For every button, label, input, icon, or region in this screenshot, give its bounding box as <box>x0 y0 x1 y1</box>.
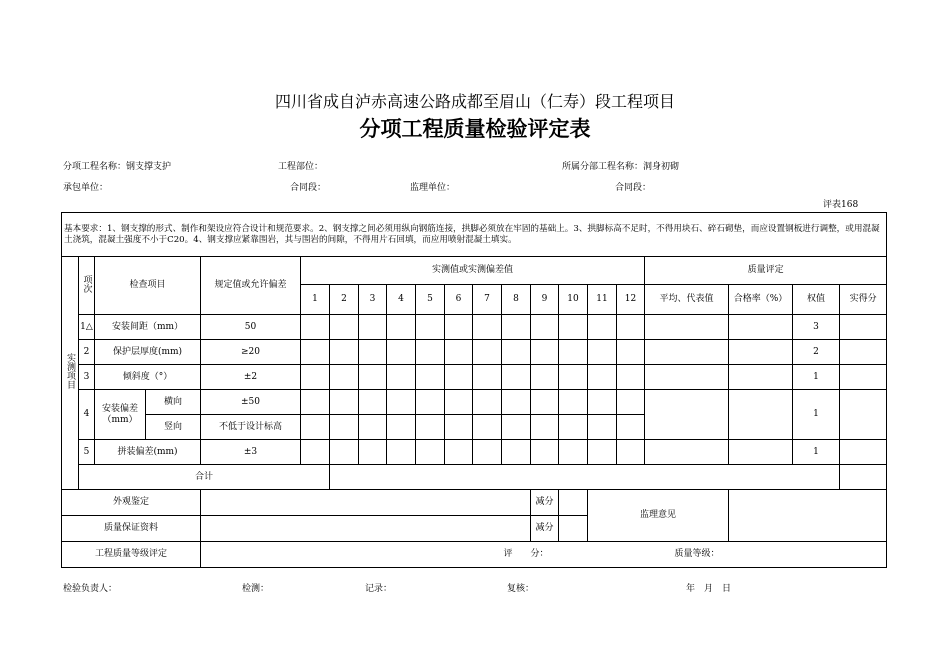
row-index: 4 <box>79 390 95 440</box>
col-measured-header: 实测值或实测偏差值 <box>301 257 645 285</box>
measure-cell[interactable] <box>301 415 330 440</box>
row-index: 1△ <box>79 315 95 340</box>
recorder-signature: 记录： <box>365 584 393 594</box>
deduct-label-1: 减分 <box>531 490 559 516</box>
measure-col: 1 <box>301 285 330 315</box>
measure-cell[interactable] <box>559 415 588 440</box>
measure-cell[interactable] <box>445 340 473 365</box>
deduct-value-1[interactable] <box>559 490 588 516</box>
measure-col: 10 <box>559 285 588 315</box>
section-label: 实测项目 <box>62 257 79 490</box>
row-item: 安装间距（mm） <box>95 315 201 340</box>
rate-cell[interactable] <box>729 365 793 390</box>
measure-cell[interactable] <box>502 415 531 440</box>
form-title: 分项工程质量检验评定表 <box>359 116 591 141</box>
measure-cell[interactable] <box>473 440 502 465</box>
score-cell[interactable] <box>840 315 887 340</box>
col-quality-header: 质量评定 <box>645 257 887 285</box>
measure-col: 4 <box>387 285 416 315</box>
total-weight-cell[interactable] <box>840 465 887 490</box>
measure-cell[interactable] <box>387 315 416 340</box>
avg-cell[interactable] <box>645 315 729 340</box>
table-row <box>62 390 887 415</box>
contractor-unit: 承包单位： <box>63 183 109 193</box>
grade-eval-label: 工程质量等级评定 <box>62 542 201 568</box>
row-weight: 1 <box>793 440 840 465</box>
quality-col-rate: 合格率（%） <box>729 285 793 315</box>
col-tolerance-header: 规定值或允许偏差 <box>201 257 301 315</box>
measure-col: 2 <box>330 285 359 315</box>
row-item: 保护层厚度(mm) <box>95 340 201 365</box>
measure-cell[interactable] <box>502 315 531 340</box>
row-item: 倾斜度（°） <box>95 365 201 390</box>
measure-cell[interactable] <box>588 315 617 340</box>
measure-cell[interactable] <box>531 390 559 415</box>
reviewer-signature: 复核： <box>507 584 535 594</box>
measure-cell[interactable] <box>502 390 531 415</box>
measure-cell[interactable] <box>416 315 445 340</box>
measure-cell[interactable] <box>416 390 445 415</box>
row-weight: 3 <box>793 315 840 340</box>
measure-cell[interactable] <box>359 415 387 440</box>
row-sub-item: 竖向 <box>146 415 201 440</box>
measure-cell[interactable] <box>330 340 359 365</box>
measure-col: 6 <box>445 285 473 315</box>
table-row <box>62 440 887 465</box>
measure-cell[interactable] <box>445 365 473 390</box>
avg-cell[interactable] <box>645 340 729 365</box>
measure-cell[interactable] <box>416 365 445 390</box>
measure-cell[interactable] <box>416 440 445 465</box>
row-index: 3 <box>79 365 95 390</box>
row-sub-item: 横向 <box>146 390 201 415</box>
col-item-header: 检查项目 <box>95 257 201 315</box>
measure-cell[interactable] <box>445 315 473 340</box>
inspector-signature: 检验负责人： <box>63 584 118 594</box>
supervision-value[interactable] <box>729 490 887 542</box>
supervision-unit: 监理单位： <box>410 183 456 193</box>
measure-cell[interactable] <box>445 390 473 415</box>
measure-cell[interactable] <box>301 440 330 465</box>
quality-docs-value[interactable] <box>201 516 531 542</box>
col-index-header: 项次 <box>79 257 95 315</box>
measure-cell[interactable] <box>588 390 617 415</box>
measure-cell[interactable] <box>301 390 330 415</box>
measure-cell[interactable] <box>387 440 416 465</box>
row-index: 2 <box>79 340 95 365</box>
row-item: 安装偏差（mm） <box>95 390 146 440</box>
measure-cell[interactable] <box>559 365 588 390</box>
row-weight: 1 <box>793 390 840 440</box>
measure-cell[interactable] <box>617 440 645 465</box>
contract-section-1: 合同段： <box>290 183 327 193</box>
measure-cell[interactable] <box>416 415 445 440</box>
rate-cell[interactable] <box>729 315 793 340</box>
measure-cell[interactable] <box>359 440 387 465</box>
measure-cell[interactable] <box>531 340 559 365</box>
measure-cell[interactable] <box>416 340 445 365</box>
quality-col-avg: 平均、代表值 <box>645 285 729 315</box>
date-field: 年 月 日 <box>686 584 732 594</box>
appearance-label: 外观鉴定 <box>62 490 201 516</box>
avg-cell[interactable] <box>645 365 729 390</box>
rate-cell[interactable] <box>729 340 793 365</box>
measure-cell[interactable] <box>473 315 502 340</box>
row-tolerance: ±3 <box>201 440 301 465</box>
score-cell[interactable] <box>840 390 887 440</box>
row-item: 拼装偏差(mm) <box>95 440 201 465</box>
score-label: 评 分： <box>201 542 559 568</box>
measure-cell[interactable] <box>330 415 359 440</box>
measure-cell[interactable] <box>387 365 416 390</box>
grade-label: 质量等级： <box>645 542 793 568</box>
measure-cell[interactable] <box>531 415 559 440</box>
measure-col: 5 <box>416 285 445 315</box>
measure-cell[interactable] <box>301 365 330 390</box>
measure-cell[interactable] <box>617 315 645 340</box>
measure-col: 3 <box>359 285 387 315</box>
measure-col: 8 <box>502 285 531 315</box>
score-cell[interactable] <box>840 365 887 390</box>
measure-cell[interactable] <box>588 415 617 440</box>
avg-cell[interactable] <box>645 390 729 440</box>
table-row <box>62 315 887 340</box>
project-title: 四川省成自泸赤高速公路成都至眉山（仁寿）段工程项目 <box>274 92 675 111</box>
score-cell[interactable] <box>840 340 887 365</box>
measure-cell[interactable] <box>330 440 359 465</box>
rate-cell[interactable] <box>729 440 793 465</box>
measure-cell[interactable] <box>531 365 559 390</box>
measure-cell[interactable] <box>502 340 531 365</box>
row-weight: 1 <box>793 365 840 390</box>
measure-cell[interactable] <box>359 340 387 365</box>
measure-cell[interactable] <box>359 315 387 340</box>
measure-cell[interactable] <box>559 390 588 415</box>
measure-cell[interactable] <box>445 415 473 440</box>
avg-cell[interactable] <box>645 440 729 465</box>
row-tolerance: ≥20 <box>201 340 301 365</box>
measure-cell[interactable] <box>617 340 645 365</box>
score-cell[interactable] <box>840 440 887 465</box>
table-row <box>62 365 887 390</box>
measure-cell[interactable] <box>559 340 588 365</box>
quality-col-weight: 权值 <box>793 285 840 315</box>
measure-col: 11 <box>588 285 617 315</box>
deduct-label-2: 减分 <box>531 516 559 542</box>
row-tolerance: ±2 <box>201 365 301 390</box>
form-number: 评表168 <box>823 200 859 210</box>
measure-cell[interactable] <box>502 440 531 465</box>
measure-col: 9 <box>531 285 559 315</box>
measure-cell[interactable] <box>301 315 330 340</box>
measure-cell[interactable] <box>359 365 387 390</box>
measure-cell[interactable] <box>473 340 502 365</box>
row-weight: 2 <box>793 340 840 365</box>
work-location: 工程部位： <box>278 162 324 172</box>
measure-cell[interactable] <box>387 340 416 365</box>
quality-col-score: 实得分 <box>840 285 887 315</box>
measure-cell[interactable] <box>588 340 617 365</box>
measure-cell[interactable] <box>617 415 645 440</box>
subitem-name: 分项工程名称：钢支撑支护 <box>63 162 172 172</box>
row-tolerance: 50 <box>201 315 301 340</box>
measure-col: 7 <box>473 285 502 315</box>
measure-cell[interactable] <box>330 315 359 340</box>
measure-cell[interactable] <box>473 365 502 390</box>
measure-col: 12 <box>617 285 645 315</box>
quality-docs-label: 质量保证资料 <box>62 516 201 542</box>
inspection-table <box>61 212 887 568</box>
basic-requirements: 基本要求：1、钢支撑的形式、制作和架设应符合设计和规范要求。2、钢支撑之间必须用纵向钢筋连接，拱脚必须放在牢固的基础上。3、拱脚标高不足时，不得用块石、碎石砌垫，而应设置钢板进行调整，或用混凝土浇筑，混凝土强度不小于C20。4、钢支撑应紧靠围岩，其与围岩的间隙，不得用片石回填，而应用喷射混凝土填实。 <box>62 213 887 257</box>
measure-cell[interactable] <box>531 440 559 465</box>
row-tolerance: ±50 <box>201 390 301 415</box>
supervision-label: 监理意见 <box>588 490 729 542</box>
measure-cell[interactable] <box>473 415 502 440</box>
score-value[interactable] <box>559 542 645 568</box>
measure-cell[interactable] <box>387 415 416 440</box>
parent-project-name: 所属分部工程名称：洞身初砌 <box>562 162 680 172</box>
deduct-value-2[interactable] <box>559 516 588 542</box>
total-value-cell[interactable] <box>330 465 840 490</box>
measure-cell[interactable] <box>359 390 387 415</box>
grade-value[interactable] <box>793 542 887 568</box>
tester-signature: 检测： <box>242 584 270 594</box>
rate-cell[interactable] <box>729 390 793 440</box>
measure-cell[interactable] <box>330 365 359 390</box>
measure-cell[interactable] <box>301 340 330 365</box>
measure-cell[interactable] <box>559 440 588 465</box>
measure-cell[interactable] <box>617 365 645 390</box>
measure-cell[interactable] <box>559 315 588 340</box>
measure-cell[interactable] <box>473 390 502 415</box>
table-row <box>62 340 887 365</box>
measure-cell[interactable] <box>330 390 359 415</box>
measure-cell[interactable] <box>502 365 531 390</box>
appearance-value[interactable] <box>201 490 531 516</box>
row-tolerance: 不低于设计标高 <box>201 415 301 440</box>
measure-cell[interactable] <box>588 365 617 390</box>
measure-cell[interactable] <box>588 440 617 465</box>
measure-cell[interactable] <box>445 440 473 465</box>
total-label: 合计 <box>79 465 330 490</box>
measure-cell[interactable] <box>617 390 645 415</box>
row-index: 5 <box>79 440 95 465</box>
contract-section-2: 合同段： <box>615 183 652 193</box>
measure-cell[interactable] <box>387 390 416 415</box>
measure-cell[interactable] <box>531 315 559 340</box>
